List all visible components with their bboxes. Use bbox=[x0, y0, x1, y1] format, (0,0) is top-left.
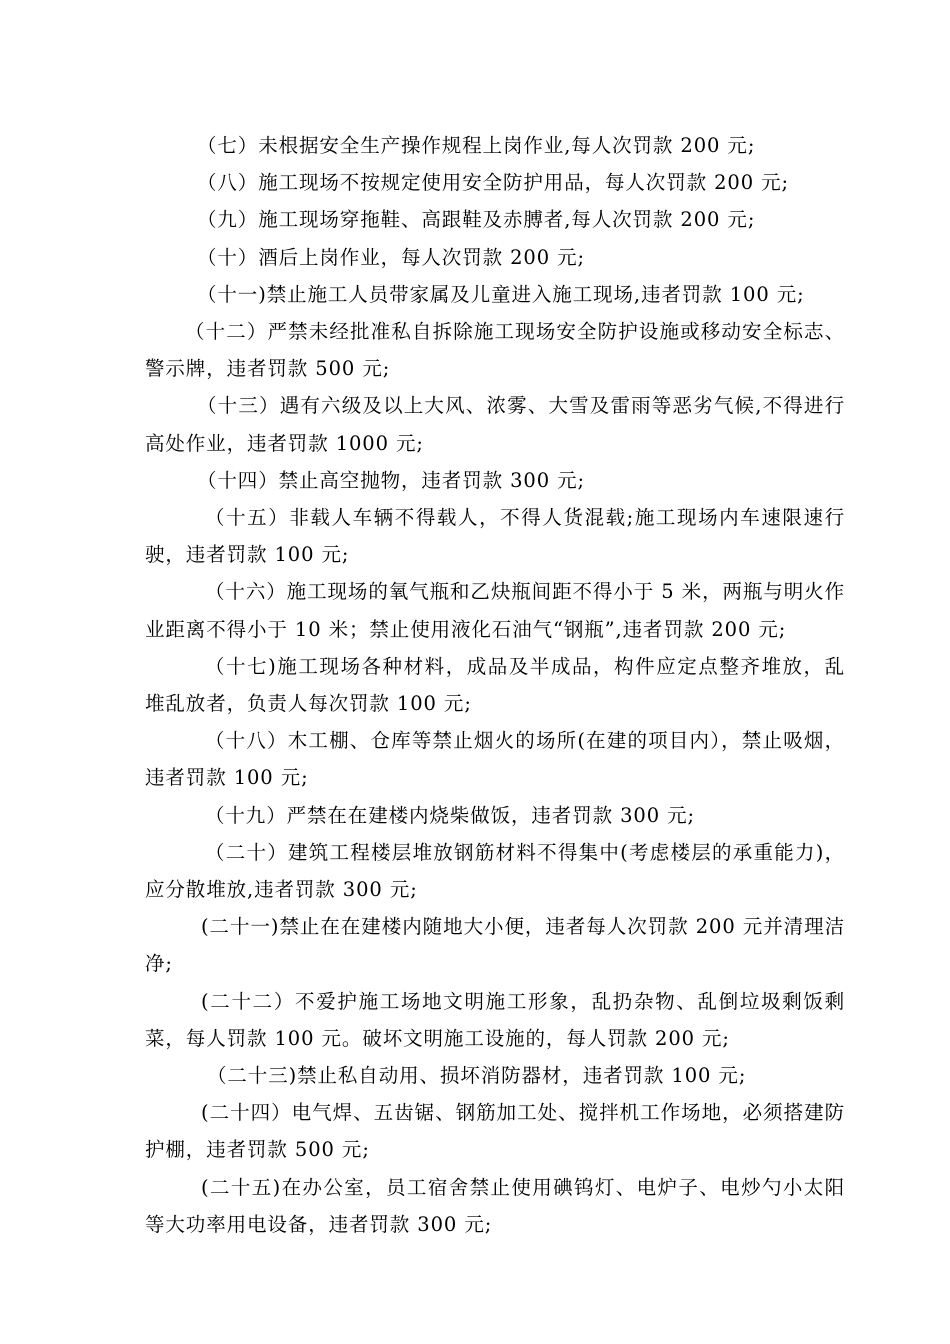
regulation-item-16: （十六）施工现场的氧气瓶和乙炔瓶间距不得小于 5 米，两瓶与明火作业距离不得小于 10 米；禁止使用液化石油气“钢瓶”,违者罚款 200 元; bbox=[145, 580, 845, 641]
regulation-item-10: （十）酒后上岗作业，每人次罚款 200 元; bbox=[197, 245, 585, 269]
regulation-item-18: （十八）木工棚、仓库等禁止烟火的场所(在建的项目内），禁止吸烟，违者罚款 100 元; bbox=[145, 729, 845, 790]
regulation-item-11: （十一)禁止施工人员带家属及儿童进入施工现场,违者罚款 100 元; bbox=[197, 282, 805, 306]
regulation-item-14: （十四）禁止高空抛物，违者罚款 300 元; bbox=[197, 468, 585, 492]
regulation-item-20: （二十）建筑工程楼层堆放钢筋材料不得集中(考虑楼层的承重能力)，应分散堆放,违者罚款 300 元; bbox=[145, 840, 845, 902]
regulation-item-9: （九）施工现场穿拖鞋、高跟鞋及赤膊者,每人次罚款 200 元; bbox=[197, 208, 756, 232]
regulation-item-25: (二十五)在办公室，员工宿舍禁止使用碘钨灯、电炉子、电炒勺小太阳等大功率用电设备，违者罚款 300 元; bbox=[145, 1175, 845, 1236]
regulation-item-8: （八）施工现场不按规定使用安全防护用品，每人次罚款 200 元; bbox=[197, 171, 789, 195]
regulation-item-24: (二十四）电气焊、五齿锯、钢筋加工处、搅拌机工作场地，必须搭建防护棚，违者罚款 500 元; bbox=[145, 1101, 845, 1162]
regulation-item-19: （十九）严禁在在建楼内烧柴做饭，违者罚款 300 元; bbox=[205, 803, 695, 827]
regulation-item-12: （十二）严禁未经批准私自拆除施工现场安全防护设施或移动安全标志、警示牌，违者罚款 500 元; bbox=[145, 320, 845, 381]
regulation-item-7: （七）未根据安全生产操作规程上岗作业,每人次罚款 200 元; bbox=[197, 134, 756, 157]
regulation-item-15: （十五）非载人车辆不得载人，不得人货混载;施工现场内车速限速行驶，违者罚款 100 元; bbox=[145, 506, 845, 567]
regulation-item-22: (二十二）不爱护施工场地文明施工形象，乱扔杂物、乱倒垃圾剩饭剩菜，每人罚款 100 元。破坏文明施工设施的，每人罚款 200 元; bbox=[145, 989, 845, 1050]
regulation-item-13: （十三）遇有六级及以上大风、浓雾、大雪及雷雨等恶劣气候,不得进行高处作业，违者罚款 1000 元; bbox=[145, 394, 845, 455]
regulation-item-17: （十七)施工现场各种材料，成品及半成品，构件应定点整齐堆放，乱堆乱放者，负责人每次罚款 100 元; bbox=[145, 654, 845, 716]
regulation-item-21: (二十一)禁止在在建楼内随地大小便，违者每人次罚款 200 元并清理洁净; bbox=[145, 915, 845, 976]
regulation-item-23: （二十三)禁止私自动用、损坏消防器材，违者罚款 100 元; bbox=[207, 1064, 747, 1088]
document-body bbox=[145, 127, 845, 1243]
